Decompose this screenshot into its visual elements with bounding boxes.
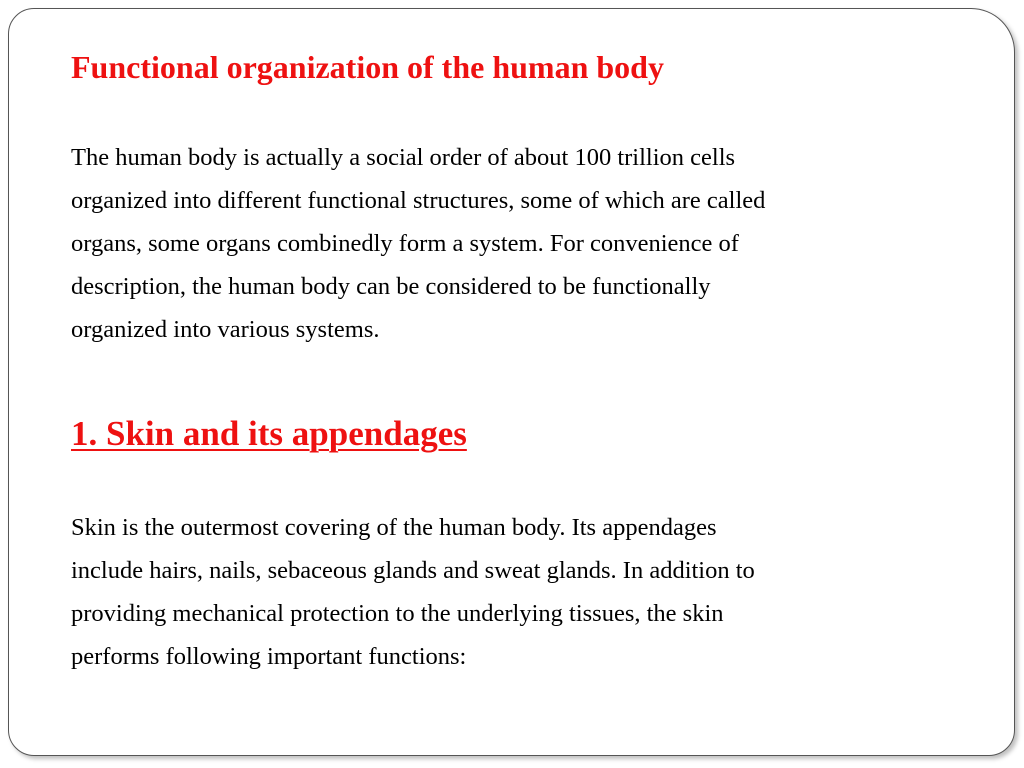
intro-line: description, the human body can be considered to be functionally <box>71 273 711 300</box>
section-line: include hairs, nails, sebaceous glands and sweat glands. In addition to <box>71 557 755 584</box>
slide-title: Functional organization of the human body <box>71 49 664 85</box>
intro-line: The human body is actually a social order of about 100 trillion cells <box>71 144 736 171</box>
slide-frame <box>8 8 1015 756</box>
intro-line: organs, some organs combinedly form a system. For convenience of <box>71 230 739 257</box>
intro-line: organized into different functional structures, some of which are called <box>71 187 766 214</box>
section-line: Skin is the outermost covering of the human body. Its appendages <box>71 514 717 541</box>
intro-paragraph <box>71 136 765 351</box>
section-heading: 1. Skin and its appendages <box>71 414 467 453</box>
section-paragraph <box>71 506 755 678</box>
section-line: providing mechanical protection to the underlying tissues, the skin <box>71 600 724 627</box>
section-line: performs following important functions: <box>71 643 467 670</box>
intro-line: organized into various systems. <box>71 316 380 343</box>
